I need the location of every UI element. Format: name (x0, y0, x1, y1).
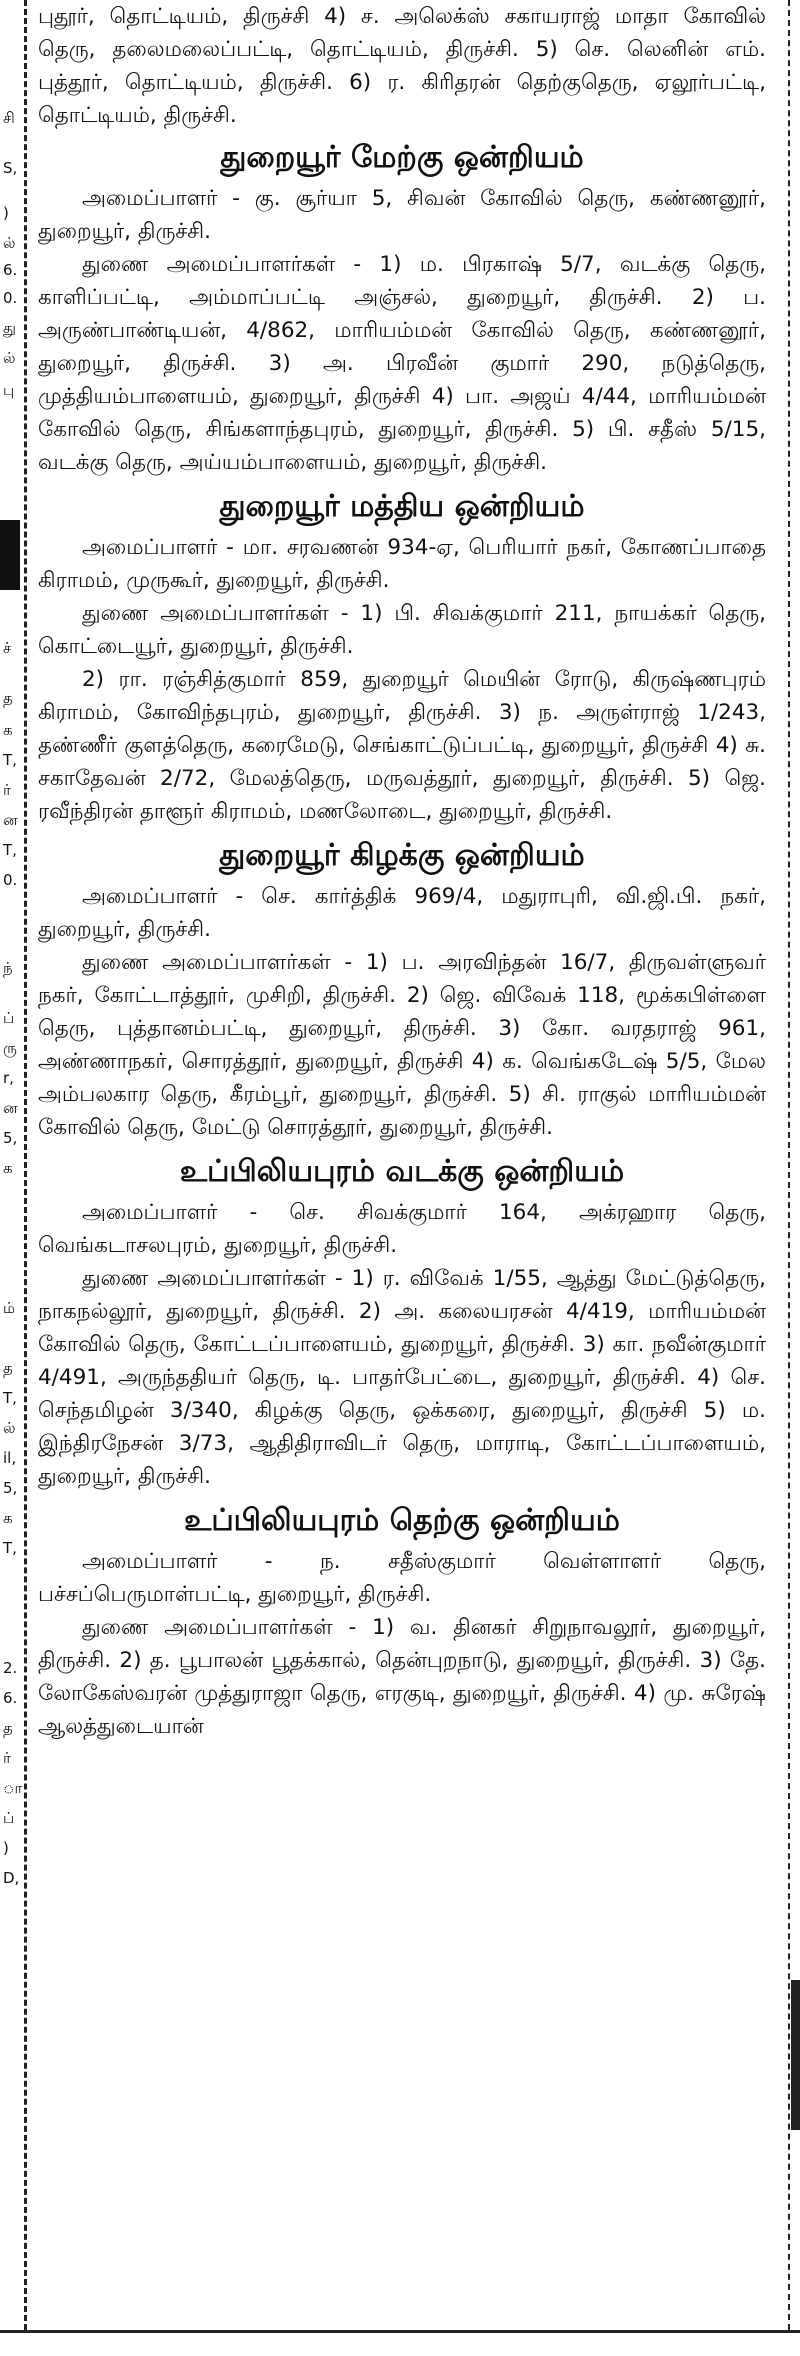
organizer-paragraph: அமைப்பாளர் - செ. சிவக்குமார் 164, அக்ரஹார தெரு, வெங்கடாசலபுரம், துறையூர், திருச்சி. (38, 1200, 766, 1258)
organizer-paragraph: அமைப்பாளர் - மா. சரவணன் 934-ஏ, பெரியார் நகர், கோணப்பாதை கிராமம், முருகூர், துறையூர், திருச்சி. (38, 535, 766, 593)
deputies-paragraph: துணை அமைப்பாளர்கள் - 1) ம. பிரகாஷ் 5/7, வடக்கு தெரு, காளிப்பட்டி, அம்மாப்பட்டி அஞ்சல், துறையூர், திருச்சி. 2) ப. அருண்பாண்டியன், 4/862, மாரியம்மன் கோவில் தெரு, கண்ணனூர், துறையூர், திருச்சி. 3) அ. பிரவீன் குமார் 290, நடுத்தெரு, முத்தியம்பாளையம், துறையூர், திருச்சி 4) பா. அஜய் 4/44, மாரியம்மன் கோவில் தெரு, சிங்களாந்தபுரம், துறையூர், திருச்சி. 5) பி. சதீஸ் 5/15, வடக்கு தெரு, அய்யம்பாளையம், துறையூர், திருச்சி. (38, 252, 766, 475)
left-column-fragment-text: ன (3, 1099, 18, 1117)
left-column-fragment-text: ன (3, 811, 18, 829)
section-heading: உப்பிலியபுரம் தெற்கு ஒன்றியம் (184, 1503, 620, 1538)
left-column-fragment-text: S, (3, 159, 18, 177)
left-column-fragment-text: ப் (3, 1809, 15, 1827)
left-column-fragment-text: D, (3, 1869, 20, 1887)
deputies-paragraph: துணை அமைப்பாளர்கள் - 1) ப. அரவிந்தன் 16/7, திருவள்ளுவர் நகர், கோட்டாத்தூர், முசிறி, திருச்சி. 2) ஜெ. விவேக் 118, மூக்கபிள்ளை தெரு, புத்தானம்பட்டி, துறையூர், திருச்சி. 3) கோ. வரதராஜ் 961, அண்ணாநகர், சொரத்தூர், துறையூர், திருச்சி 4) க. வெங்கடேஷ் 5/5, மேல அம்பலகார தெரு, கீரம்பூர், துறையூர், திருச்சி. 5) சி. ராகுல் மாரியம்மன் கோவில் தெரு, மேட்டு சொரத்தூர், துறையூர், திருச்சி. (38, 950, 766, 1140)
left-column-fragment-text: த (3, 689, 13, 707)
section-heading: உப்பிலியபுரம் வடக்கு ஒன்றியம் (179, 1154, 625, 1189)
left-column-fragment-text: ா (3, 1779, 23, 1797)
bottom-rule (0, 2330, 800, 2333)
left-column-fragment-text: ) (3, 204, 9, 222)
deputies-continued-paragraph: 2) ரா. ரஞ்சித்குமார் 859, துறையூர் மெயின் ரோடு, கிருஷ்ணபுரம் கிராமம், கோவிந்தபுரம், துறையூர், திருச்சி. 3) ந. அருள்ராஜ் 1/243, தண்ணீர் குளத்தெரு, கரைமேடு, செங்காட்டுப்பட்டி, துறையூர், திருச்சி 4) சு. சகாதேவன் 2/72, மேலத்தெரு, மருவத்தூர், துறையூர், திருச்சி. 5) ஜெ. ரவீந்திரன் தாளூர் கிராமம், மணலோடை, துறையூர், திருச்சி. (38, 667, 766, 824)
left-column-fragment-text: T, (3, 1389, 17, 1407)
section-uppiliyapuram-north (38, 1152, 766, 1493)
left-column-fragment-text: T, (3, 841, 17, 859)
left-column-fragment-text: ல் (3, 234, 16, 252)
left-column-fragment-text: சி (3, 109, 15, 127)
left-column-fragment (0, 0, 27, 2330)
left-column-fragment-text: 6. (3, 1689, 18, 1707)
section-thuraiyur-west (38, 138, 766, 479)
left-column-fragment-text: ல் (3, 1419, 16, 1437)
organizer-paragraph: அமைப்பாளர் - செ. கார்த்திக் 969/4, மதுராபுரி, வி.ஜி.பி. நகர், துறையூர், திருச்சி. (38, 884, 766, 942)
left-column-fragment-text: க (3, 721, 13, 739)
left-column-fragment-text: ல் (3, 349, 16, 367)
section-thuraiyur-east (38, 836, 766, 1144)
section-heading: துறையூர் மேற்கு ஒன்றியம் (220, 140, 584, 175)
left-column-fragment-text: து (3, 319, 17, 337)
left-column-fragment-text: il, (3, 1449, 17, 1467)
left-column-fragment-text: T, (3, 751, 17, 769)
deputies-paragraph: துணை அமைப்பாளர்கள் - 1) பி. சிவக்குமார் 211, நாயக்கர் தெரு, கொட்டையூர், துறையூர், திருச்சி. (38, 601, 766, 659)
left-column-fragment-text: பு (3, 381, 15, 399)
left-column-fragment-text: ச் (3, 639, 12, 657)
left-column-fragment-text: ரு (3, 1039, 17, 1057)
left-column-fragment-text: க (3, 1509, 13, 1527)
left-column-fragment-text: க (3, 1159, 13, 1177)
left-column-fragment-text: ம் (3, 1299, 16, 1317)
article-body (38, 0, 766, 2320)
section-uppiliyapuram-south (38, 1501, 766, 1743)
organizer-paragraph: அமைப்பாளர் - ந. சதீஸ்குமார் வெள்ளாளர் தெரு, பச்சப்பெருமாள்பட்டி, துறையூர், திருச்சி. (38, 1549, 766, 1607)
deputies-paragraph: துணை அமைப்பாளர்கள் - 1) ர. விவேக் 1/55, ஆத்து மேட்டுத்தெரு, நாகநல்லூர், துறையூர், திருச்சி. 2) அ. கலையரசன் 4/419, மாரியம்மன் கோவில் தெரு, கோட்டப்பாளையம், துறையூர், திருச்சி. 3) கா. நவீன்குமார் 4/491, அருந்ததியர் தெரு, டி. பாதர்பேட்டை, துறையூர், திருச்சி. 4) செ. செந்தமிழன் 3/340, கிழக்கு தெரு, ஒக்கரை, துறையூர், திருச்சி 5) ம. இந்திரநேசன் 3/73, ஆதிதிராவிடர் தெரு, மாராடி, கோட்டப்பாளையம், துறையூர், திருச்சி. (38, 1266, 766, 1489)
left-column-fragment-text: ர் (3, 781, 11, 799)
left-column-fragment-text: 5, (3, 1479, 18, 1497)
left-column-fragment-text: 0. (3, 289, 18, 307)
section-heading: துறையூர் கிழக்கு ஒன்றியம் (219, 838, 585, 873)
section-heading: துறையூர் மத்திய ஒன்றியம் (219, 489, 585, 524)
left-column-fragment-text: 0. (3, 871, 18, 889)
deputies-paragraph: துணை அமைப்பாளர்கள் - 1) வ. தினகர் சிறுநாவலூர், துறையூர், திருச்சி. 2) த. பூபாலன் பூதக்கால், தென்புறநாடு, துறையூர், திருச்சி. 3) தே. லோகேஸ்வரன் முத்துராஜா தெரு, எரகுடி, துறையூர், திருச்சி. 4) மு. சுரேஷ் ஆலத்துடையான் (38, 1615, 766, 1739)
left-column-fragment-text: ர் (3, 1749, 11, 1767)
left-column-fragment-text: 6. (3, 261, 18, 279)
left-column-fragment-text: r, (3, 1069, 14, 1087)
left-column-fragment-text: த (3, 1359, 13, 1377)
intro-paragraph: புதூர், தொட்டியம், திருச்சி 4) ச. அலெக்ஸ் சகாயராஜ் மாதா கோவில் தெரு, தலைமலைப்பட்டி, தொட்டியம், திருச்சி. 5) செ. லெனின் எம். புத்தூர், தொட்டியம், திருச்சி. 6) ர. கிரிதரன் தெற்குதெரு, ஏலூர்பட்டி, தொட்டியம், திருச்சி. (38, 4, 766, 128)
left-column-fragment-text: ந் (3, 959, 13, 977)
right-edge-marker (791, 1980, 800, 2130)
left-column-fragment-text: ) (3, 1839, 9, 1857)
organizer-paragraph: அமைப்பாளர் - கு. சூர்யா 5, சிவன் கோவில் தெரு, கண்ணனூர், துறையூர், திருச்சி. (38, 186, 766, 244)
section-thuraiyur-central (38, 487, 766, 828)
left-column-fragment-text: T, (3, 1539, 17, 1557)
left-column-fragment-text: ப் (3, 1009, 15, 1027)
left-column-fragment-text: 2. (3, 1659, 18, 1677)
black-marker-box (0, 520, 20, 590)
left-column-fragment-text: 5, (3, 1129, 18, 1147)
left-column-fragment-text: த (3, 1719, 13, 1737)
